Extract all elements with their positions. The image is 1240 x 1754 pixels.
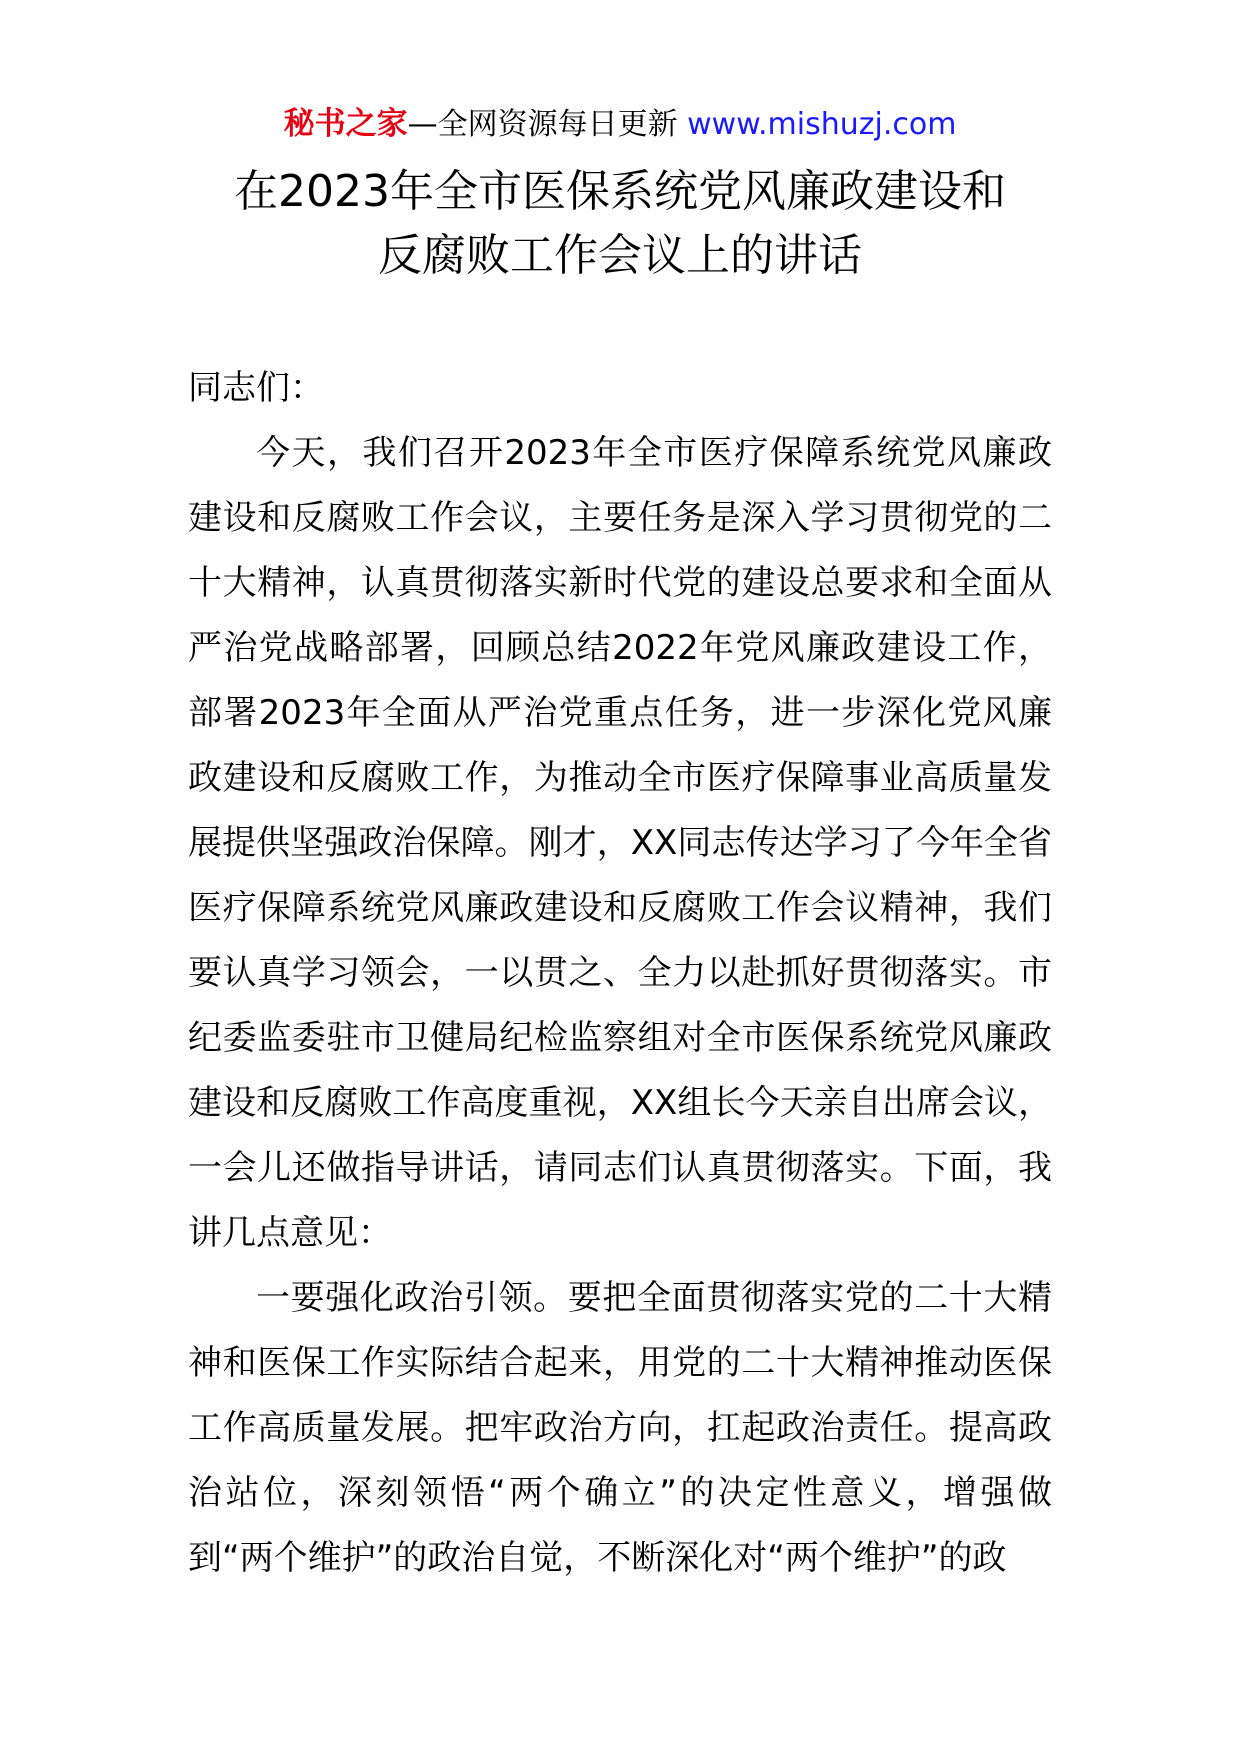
body-paragraph-2: 一要强化政治引领。要把全面贯彻落实党的二十大精神和医保工作实际结合起来，用党的二十大精神推动医保工作高质量发展。把牢政治方向，扛起政治责任。提高政治站位，深刻领悟“两个确立”的决定性意义，增强做到“两个维护”的政治自觉，不断深化对“两个维护”的政 — [188, 1278, 1052, 1578]
body-paragraph-1: 今天，我们召开2023年全市医疗保障系统党风廉政建设和反腐败工作会议，主要任务是深入学习贯彻党的二十大精神，认真贯彻落实新时代党的建设总要求和全面从严治党战略部署，回顾总结2022年党风廉政建设工作，部署2023年全面从严治党重点任务，进一步深化党风廉政建设和反腐败工作，为推动全市医疗保障事业高质量发展提供坚强政治保障。刚才，XX同志传达学习了今年全省医疗保障系统党风廉政建设和反腐败工作会议精神，我们要认真学习领会，一以贯之、全力以赴抓好贯彻落实。市纪委监委驻市卫健局纪检监察组对全市医保系统党风廉政建设和反腐败工作高度重视，XX组长今天亲自出席会议，一会儿还做指导讲话，请同志们认真贯彻落实。下面，我讲几点意见： — [188, 433, 1052, 1253]
document-title — [0, 160, 1240, 288]
site-header — [0, 104, 1240, 145]
greeting: 同志们： — [188, 368, 324, 408]
document-body — [188, 356, 1052, 1591]
site-url-link[interactable]: www.mishuzj.com — [687, 107, 957, 142]
header-slogan: —全网资源每日更新 — [407, 107, 678, 142]
title-line-1: 在2023年全市医保系统党风廉政建设和 — [234, 166, 1006, 217]
title-line-2: 反腐败工作会议上的讲话 — [378, 230, 862, 281]
brand-name: 秘书之家 — [283, 106, 408, 142]
